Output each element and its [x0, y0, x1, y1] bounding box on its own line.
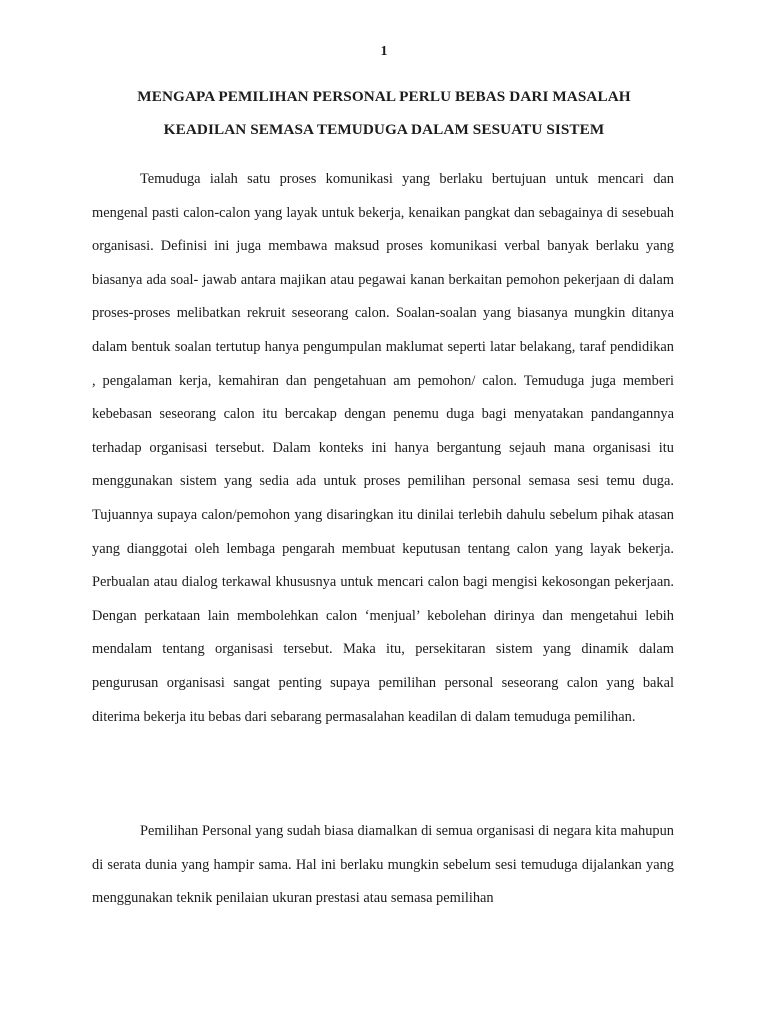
title-line-1: MENGAPA PEMILIHAN PERSONAL PERLU BEBAS DARI MASALAH [137, 88, 631, 105]
page-number: 1 [380, 44, 388, 59]
body-paragraph-2: Pemilihan Personal yang sudah biasa diamalkan di semua organisasi di negara kita mahupun di serata dunia yang hampir sama. Hal ini berlaku mungkin sebelum sesi temuduga dijalankan yang menggunakan teknik penilaian ukuran prestasi atau semasa pemilihan [92, 823, 674, 907]
body-paragraph-1: Temuduga ialah satu proses komunikasi yang berlaku bertujuan untuk mencari dan mengenal pasti calon-calon yang layak untuk bekerja, kenaikan pangkat dan sebagainya di sesebuah organisasi. Definisi ini juga membawa maksud proses komunikasi verbal banyak berlaku yang biasanya ada soal- jawab antara majikan atau pegawai kanan berkaitan pemohon pekerjaan di dalam proses-proses melibatkan rekruit seseorang calon. Soalan-soalan yang biasanya mungkin ditanya dalam bentuk soalan tertutup hanya pengumpulan maklumat seperti latar belakang, taraf pendidikan , pengalaman kerja, kemahiran dan pengetahuan am pemohon/ calon. Temuduga juga memberi kebebasan seseorang calon itu bercakap dengan penemu duga bagi menyatakan pandangannya terhadap organisasi tersebut. Dalam konteks ini hanya bergantung sejauh mana organisasi itu menggunakan sistem yang sedia ada untuk proses pemilihan personal semasa sesi temu duga. Tujuannya supaya calon/pemohon yang disaringkan itu dinilai terlebih dahulu sebelum pihak atasan yang dianggotai oleh lembaga pengarah membuat keputusan tentang calon yang layak bekerja. Perbualan atau dialog terkawal khususnya untuk mencari calon bagi mengisi kekosongan pekerjaan. Dengan perkataan lain membolehkan calon ‘menjual’ kebolehan dirinya dan mengetahui lebih mendalam tentang organisasi tersebut. Maka itu, persekitaran sistem yang dinamik dalam pengurusan organisasi sangat penting supaya pemilihan personal seseorang calon yang bakal diterima bekerja itu bebas dari sebarang permasalahan keadilan di dalam temuduga pemilihan. [92, 171, 674, 725]
title-line-2: KEADILAN SEMASA TEMUDUGA DALAM SESUATU SISTEM [163, 121, 605, 138]
